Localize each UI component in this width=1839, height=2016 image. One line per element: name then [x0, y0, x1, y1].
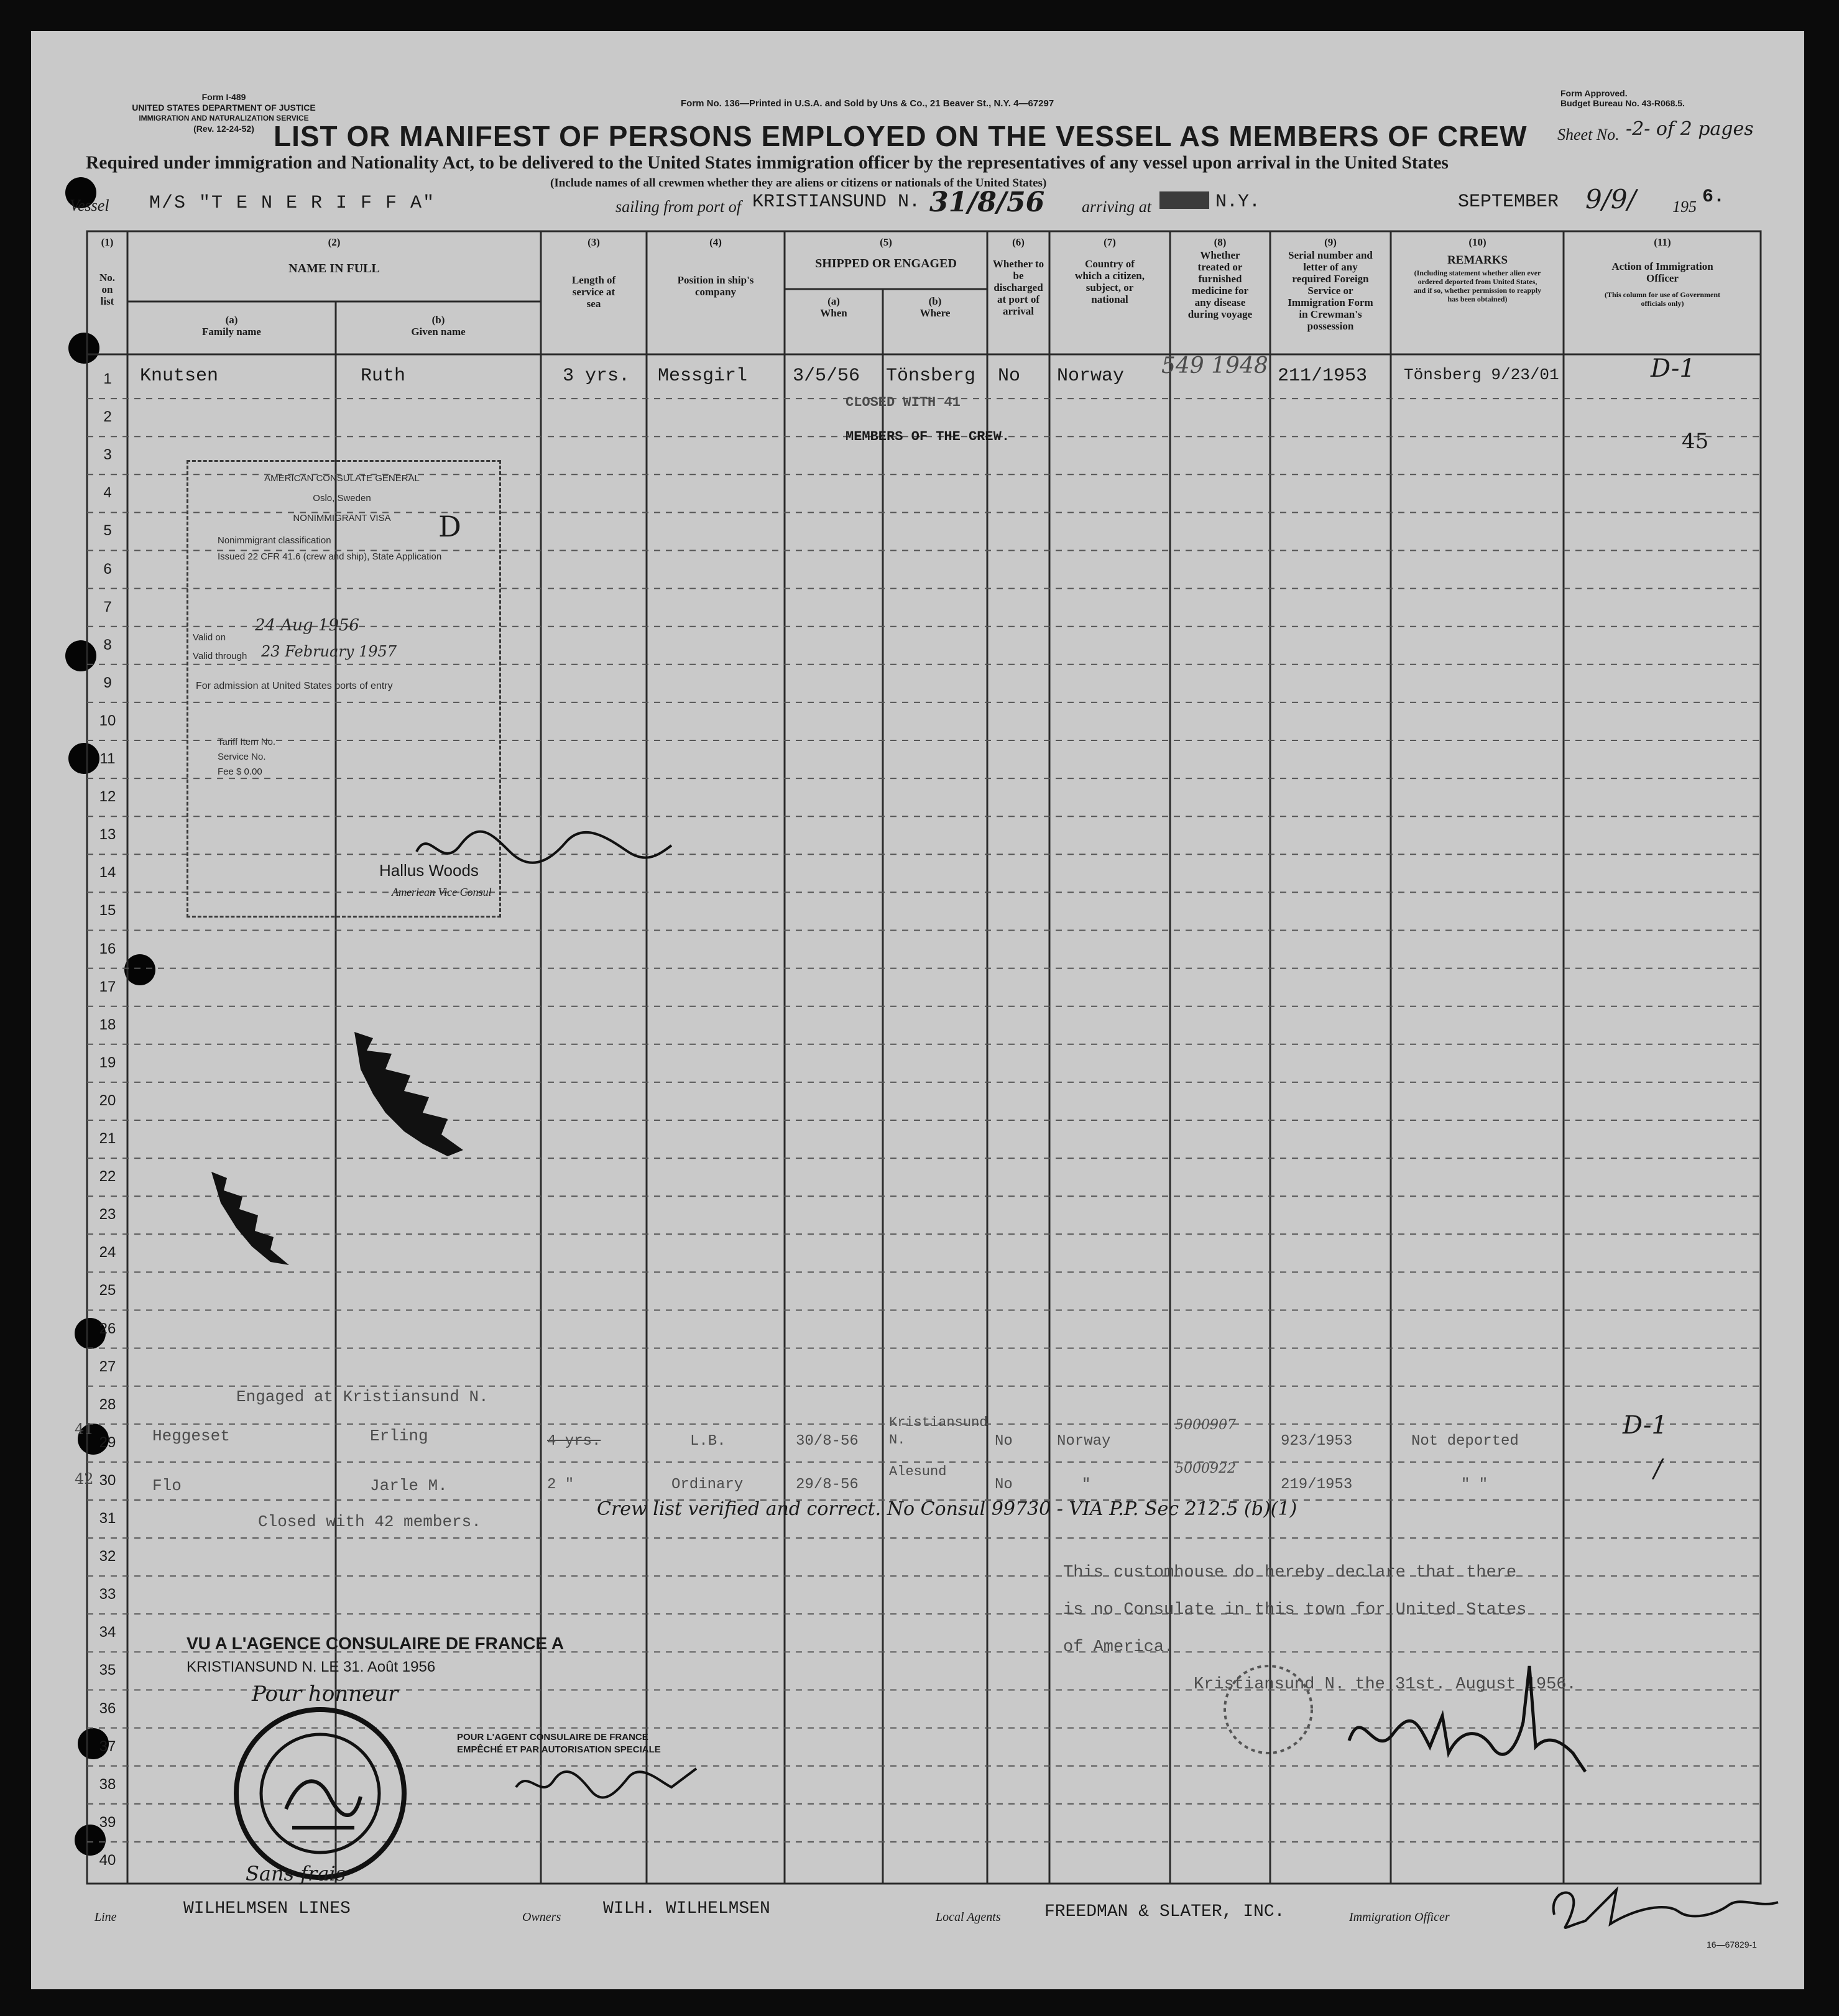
- sans-frais: Sans frais: [246, 1862, 346, 1885]
- ink-blot-1: [348, 1026, 472, 1162]
- row-number: 5: [103, 522, 112, 540]
- customs-line-2: is no Consulate in this town for United States: [1063, 1601, 1527, 1619]
- col5b-header: [883, 295, 987, 319]
- arriving-label: arriving at: [1082, 198, 1151, 216]
- row-number: 12: [99, 788, 116, 806]
- row-number: 13: [99, 826, 116, 844]
- arrival-port: N.Y.: [1215, 191, 1261, 213]
- col10-header: [1393, 236, 1562, 303]
- engaged-at-header: Engaged at Kristiansund N.: [236, 1388, 489, 1406]
- row1-discharged: No: [998, 366, 1021, 387]
- row42-family-name: Flo: [152, 1476, 182, 1495]
- col7-num: (7): [1104, 236, 1116, 248]
- french-agent-signature: [510, 1756, 721, 1806]
- visa-mark: D: [438, 510, 461, 543]
- col7-header: [1052, 236, 1168, 305]
- footer-officer-label: Immigration Officer: [1349, 1910, 1450, 1924]
- row41-when: 30/8-56: [796, 1433, 859, 1450]
- french-consulate-seal: [230, 1703, 410, 1884]
- col3-num: (3): [588, 236, 600, 248]
- visa-line-13: Fee $ 0.00: [218, 766, 262, 777]
- visa-line-3: NONIMMIGRANT VISA: [293, 513, 391, 523]
- row-number: 3: [103, 446, 112, 464]
- col1-num: (1): [101, 236, 114, 248]
- ink-blot-2: [208, 1169, 295, 1268]
- row-number: 15: [99, 902, 116, 919]
- row1-engaged-where: Tönsberg: [886, 366, 976, 387]
- col8-header: [1171, 236, 1269, 320]
- row1-serial: 211/1953: [1278, 366, 1368, 387]
- footer-line-label: Line: [94, 1910, 117, 1924]
- customs-seal: [1219, 1660, 1318, 1759]
- row42-position: Ordinary: [671, 1476, 744, 1493]
- year-prefix: 195: [1672, 198, 1697, 216]
- col4-header: [650, 236, 781, 298]
- row-number: 36: [99, 1700, 116, 1717]
- row-number: 8: [103, 636, 112, 653]
- sheet-label: Sheet No.: [1557, 126, 1620, 144]
- closed-with-42: Closed with 42 members.: [258, 1512, 481, 1531]
- row-number: 18: [99, 1016, 116, 1033]
- include-note: (Include names of all crewmen whether they are aliens or citizens or nationals of the United States): [550, 177, 1047, 190]
- row-number: 4: [103, 484, 112, 502]
- row42-country: ": [1082, 1476, 1091, 1493]
- col9-header: [1271, 236, 1390, 332]
- row-number: 31: [99, 1510, 116, 1527]
- french-stamp-line-3: Pour honneur: [252, 1682, 399, 1706]
- row-number: 9: [103, 674, 112, 691]
- row-number: 27: [99, 1358, 116, 1375]
- col2b-label: Given name: [411, 326, 466, 338]
- members-of-crew-note: MEMBERS OF THE CREW.: [846, 429, 1010, 444]
- row-number: 24: [99, 1244, 116, 1261]
- sheet-value: -2- of 2 pages: [1626, 118, 1754, 140]
- col2-header: [127, 236, 541, 275]
- row42-length: 2 ": [547, 1476, 574, 1493]
- row-number: 35: [99, 1662, 116, 1679]
- col4-label: Position in ship's company: [677, 274, 754, 298]
- row1-remarks: Tönsberg 9/23/01: [1404, 366, 1559, 384]
- col2a-mark: (a): [225, 314, 238, 326]
- french-stamp-line-2: KRISTIANSUND N. LE 31. Août 1956: [187, 1659, 436, 1675]
- row-number: 26: [99, 1320, 116, 1337]
- revision-date: (Rev. 12-24-52): [193, 124, 254, 134]
- sailing-label: sailing from port of: [615, 198, 742, 216]
- row-number: 40: [99, 1851, 116, 1869]
- verification-note: Crew list verified and correct. No Consul 99730 - VIA P.P. Sec 212.5 (b)(1): [597, 1498, 1297, 1520]
- visa-line-7: Valid on: [193, 632, 226, 643]
- row-number: 34: [99, 1624, 116, 1641]
- col2b-mark: (b): [431, 314, 445, 326]
- row-number: 19: [99, 1054, 116, 1071]
- visa-line-8: Valid through: [193, 651, 247, 661]
- form-printer-note: Form No. 136—Printed in U.S.A. and Sold by Uns & Co., 21 Beaver St., N.Y. 4—67297: [681, 98, 1054, 109]
- row-number: 21: [99, 1130, 116, 1147]
- immigration-officer-signature: [1542, 1871, 1791, 1933]
- customs-line-3: of America.: [1063, 1638, 1174, 1657]
- col10-label: REMARKS: [1447, 254, 1508, 267]
- french-stamp-line-1: VU A L'AGENCE CONSULAIRE DE FRANCE A: [187, 1634, 565, 1653]
- footer-form-code: 16—67829-1: [1707, 1940, 1757, 1949]
- customs-signature: [1337, 1629, 1598, 1790]
- col6-header: [989, 236, 1048, 317]
- customs-line-4: Kristiansund N. the 31st. August 1956.: [1194, 1675, 1577, 1694]
- col11-header: [1565, 236, 1759, 308]
- row-number: 38: [99, 1775, 116, 1793]
- col5-label: SHIPPED OR ENGAGED: [815, 257, 957, 270]
- arrival-day: 9/9/: [1585, 184, 1636, 214]
- row41-given-name: Erling: [370, 1427, 428, 1445]
- col1-no: No.: [99, 272, 116, 283]
- row42-list-number: 42: [75, 1470, 94, 1488]
- footer-agents-value: FREEDMAN & SLATER, INC.: [1044, 1902, 1285, 1922]
- col4-num: (4): [709, 236, 722, 248]
- col5a-mark: (a): [827, 295, 840, 307]
- row42-remarks: " ": [1461, 1476, 1488, 1493]
- row41-where: Kristiansund N.: [889, 1415, 988, 1448]
- year-suffix: 6.: [1702, 186, 1725, 208]
- row41-country: Norway: [1057, 1433, 1111, 1450]
- row-number: 28: [99, 1396, 116, 1413]
- col2b-header: [336, 314, 541, 338]
- row-number: 30: [99, 1471, 116, 1489]
- row1-given-name: Ruth: [361, 366, 406, 387]
- page-title: LIST OR MANIFEST OF PERSONS EMPLOYED ON THE VESSEL AS MEMBERS OF CREW: [274, 120, 1528, 152]
- row-number: 16: [99, 940, 116, 957]
- col11-num: (11): [1654, 236, 1671, 248]
- row-number: 33: [99, 1586, 116, 1603]
- col1-header: [87, 236, 127, 307]
- row1-family-name: Knutsen: [140, 366, 219, 387]
- col8-num: (8): [1214, 236, 1227, 248]
- customs-line-1: This customhouse do hereby declare that there: [1063, 1563, 1517, 1582]
- col8-label: Whether treated or furnished medicine for any disease during voyage: [1187, 249, 1253, 320]
- sail-date: 31/8/56: [929, 186, 1045, 218]
- row1-position: Messgirl: [658, 366, 748, 387]
- visa-line-4: Nonimmigrant classification: [218, 535, 331, 546]
- row42-serial: 219/1953: [1281, 1476, 1353, 1493]
- row42-where: Alesund: [889, 1464, 947, 1480]
- col10-num: (10): [1468, 236, 1486, 248]
- visa-line-10: For admission at United States ports of entry: [196, 681, 393, 691]
- consul-title: American Vice Consul: [392, 886, 492, 898]
- row42-given-name: Jarle M.: [370, 1476, 448, 1495]
- visa-line-12: Service No.: [218, 752, 266, 762]
- row41-list-number: 41: [75, 1420, 94, 1438]
- col2a-label: Family name: [202, 326, 261, 338]
- col2a-header: [127, 314, 336, 338]
- row1-action: D-1: [1651, 354, 1695, 383]
- row-number: 17: [99, 978, 116, 995]
- row1-length-of-service: 3 yrs.: [563, 366, 630, 387]
- arrival-month: SEPTEMBER: [1458, 191, 1559, 213]
- row-number: 29: [99, 1434, 116, 1451]
- row-number: 14: [99, 864, 116, 881]
- col1-on: on: [101, 283, 113, 295]
- service-name: IMMIGRATION AND NATURALIZATION SERVICE: [139, 114, 309, 122]
- col7-label: Country of which a citizen, subject, or national: [1075, 258, 1145, 305]
- row-number: 10: [99, 712, 116, 729]
- row-number: 37: [99, 1738, 116, 1755]
- row-number: 23: [99, 1206, 116, 1223]
- row42-action: /: [1654, 1455, 1662, 1483]
- visa-line-11: Tariff Item No.: [218, 737, 276, 747]
- vessel-label: Vessel: [70, 196, 109, 214]
- col1-list: list: [100, 295, 114, 307]
- row-number: 2: [103, 408, 112, 426]
- visa-line-2: Oslo, Sweden: [313, 493, 371, 504]
- row-number: 1: [103, 371, 112, 387]
- row41-length: 4 yrs.: [547, 1433, 601, 1450]
- row41-remarks: Not deported: [1411, 1433, 1519, 1450]
- row41-discharged: No: [995, 1433, 1013, 1450]
- page-subtitle: Required under immigration and Nationality Act, to be delivered to the United States immigration officer by the representatives of any vessel upon arrival in the United States: [86, 153, 1449, 173]
- french-agent-line-1: POUR L'AGENT CONSULAIRE DE FRANCE: [457, 1732, 648, 1742]
- row-number: 11: [99, 750, 116, 767]
- vessel-name: M/S "T E N E R I F F A": [149, 193, 436, 214]
- col5a-header: [785, 295, 883, 319]
- row41-medicine: 5000907: [1175, 1417, 1236, 1433]
- row41-action: D-1: [1623, 1411, 1667, 1440]
- form-approved: Form Approved.: [1560, 88, 1628, 98]
- col9-num: (9): [1324, 236, 1337, 248]
- col11-label: Action of Immigration Officer: [1611, 260, 1713, 284]
- form-label: Form I-489: [201, 92, 246, 102]
- col3-label: Length of service at sea: [571, 274, 616, 310]
- closed-with-note: CLOSED WITH 41: [846, 395, 961, 410]
- consul-name: Hallus Woods: [379, 861, 479, 880]
- col5-num: (5): [880, 236, 892, 248]
- row42-discharged: No: [995, 1476, 1013, 1493]
- row1-medicine: 549 1948: [1161, 353, 1268, 379]
- row-number: 39: [99, 1813, 116, 1831]
- french-agent-line-2: EMPÊCHÉ ET PAR AUTORISATION SPECIALE: [457, 1744, 661, 1755]
- footer-owners-value: WILH. WILHELMSEN: [603, 1899, 770, 1918]
- row-number: 22: [99, 1168, 116, 1185]
- row1-country: Norway: [1057, 366, 1125, 387]
- col9-label: Serial number and letter of any required Foreign Service or Immigration Form in Crewman's possession: [1288, 249, 1373, 332]
- departure-port: KRISTIANSUND N.: [752, 191, 921, 213]
- col2-title: NAME IN FULL: [288, 262, 380, 275]
- col6-label: Whether to be discharged at port of arrival: [992, 258, 1044, 317]
- row-number: 6: [103, 560, 112, 578]
- row-number: 20: [99, 1092, 116, 1109]
- budget-bureau: Budget Bureau No. 43-R068.5.: [1560, 98, 1685, 108]
- row-number: 32: [99, 1548, 116, 1565]
- col3-header: [544, 236, 643, 310]
- row41-position: L.B.: [690, 1433, 726, 1450]
- col5b-mark: (b): [928, 295, 942, 307]
- visa-line-5: Issued 22 CFR 41.6 (crew and ship), State Application: [218, 551, 442, 562]
- visa-line-1: AMERICAN CONSULATE GENERAL: [264, 473, 420, 484]
- col2-num: (2): [328, 236, 341, 248]
- department-name: UNITED STATES DEPARTMENT OF JUSTICE: [132, 103, 316, 113]
- col10-note: (Including statement whether alien ever ordered deported from United States, and if so, whether permission to reapply has been obtained): [1413, 269, 1542, 303]
- row41-family-name: Heggeset: [152, 1427, 230, 1445]
- row-number: 25: [99, 1282, 116, 1299]
- col5-header: [785, 236, 987, 270]
- col11-note: (This column for use of Government officials only): [1604, 290, 1721, 308]
- row41-serial: 923/1953: [1281, 1433, 1353, 1450]
- footer-line-value: WILHELMSEN LINES: [183, 1899, 351, 1918]
- col5b-label: Where: [920, 307, 951, 319]
- row1-engaged-when: 3/5/56: [793, 366, 860, 387]
- visa-line-9: 23 February 1957: [261, 643, 397, 660]
- col5a-label: When: [820, 307, 847, 319]
- visa-line-6: 24 Aug 1956: [255, 616, 359, 635]
- row-number: 7: [103, 598, 112, 615]
- footer-owners-label: Owners: [522, 1910, 561, 1924]
- action-count: 45: [1682, 429, 1709, 454]
- footer-agents-label: Local Agents: [936, 1910, 1001, 1924]
- row42-medicine: 5000922: [1175, 1461, 1236, 1476]
- row42-when: 29/8-56: [796, 1476, 859, 1493]
- col6-num: (6): [1012, 236, 1025, 248]
